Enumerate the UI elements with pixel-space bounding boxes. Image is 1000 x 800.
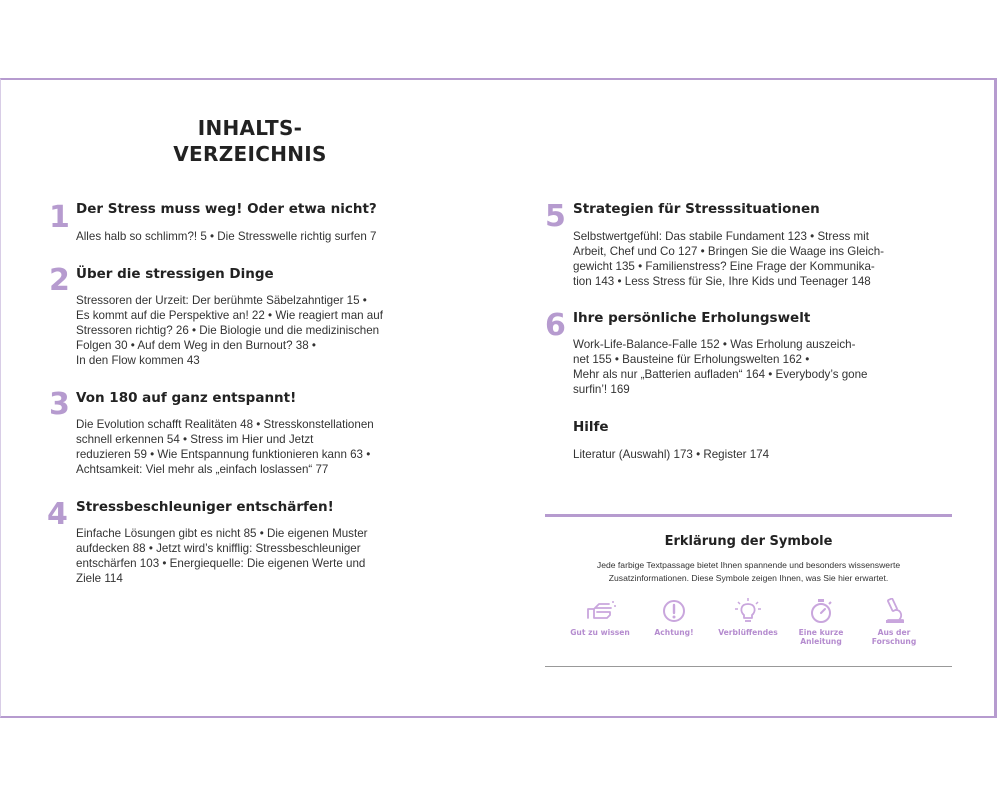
- entry-line[interactable]: entschärfen 103 • Energiequelle: Die eigenen Werte und: [76, 557, 366, 570]
- symbol-label: Gut zu wissen: [570, 628, 630, 637]
- symbol-label: Forschung: [871, 637, 917, 646]
- page-title: [150, 115, 350, 167]
- entry-line[interactable]: Mehr als nur „Batterien aufladen“ 164 • Everybody’s gone: [573, 368, 868, 381]
- entry-line[interactable]: Alles halb so schlimm?! 5 • Die Stresswelle richtig surfen 7: [76, 230, 377, 243]
- section-entries: [76, 293, 383, 368]
- section-entries: [573, 337, 868, 397]
- symbol-label: Aus der: [877, 628, 911, 637]
- section-title[interactable]: Von 180 auf ganz entspannt!: [76, 390, 297, 406]
- symbol-achtung: [634, 598, 714, 637]
- entry-line[interactable]: net 155 • Bausteine für Erholungswelten 162 •: [573, 353, 810, 366]
- section-title[interactable]: Der Stress muss weg! Oder etwa nicht?: [76, 201, 377, 217]
- entry-line[interactable]: Die Evolution schafft Realitäten 48 • Stresskonstellationen: [76, 418, 374, 431]
- symbol-label: Verblüffendes: [718, 628, 778, 637]
- section-title[interactable]: Ihre persönliche Erholungswelt: [573, 310, 811, 326]
- entry-line[interactable]: gewicht 135 • Familienstress? Eine Frage der Kommunika-: [573, 260, 875, 273]
- section-number: 5: [545, 199, 566, 234]
- legend-divider-top: [545, 514, 952, 517]
- entry-line[interactable]: Literatur (Auswahl) 173 • Register 174: [573, 448, 770, 461]
- section-entries: [76, 526, 368, 586]
- entry-line[interactable]: Selbstwertgefühl: Das stabile Fundament 123 • Stress mit: [573, 230, 869, 243]
- legend-title: Erklärung der Symbole: [664, 534, 833, 549]
- section-number: 3: [49, 387, 70, 422]
- section-title[interactable]: Hilfe: [573, 419, 609, 435]
- symbol-label: Eine kurze: [798, 628, 844, 637]
- section-entries: [573, 447, 769, 462]
- entry-line[interactable]: surfin’! 169: [573, 383, 630, 396]
- legend-divider-bottom: [545, 666, 952, 667]
- section-number: 6: [545, 308, 566, 343]
- symbol-eine-kurze-anleitung: [781, 598, 861, 646]
- entry-line[interactable]: Ziele 114: [76, 572, 123, 585]
- hand-pointing-icon: [583, 598, 617, 624]
- entry-line[interactable]: tion 143 • Less Stress für Sie, Ihre Kids und Teenager 148: [573, 275, 871, 288]
- page-title-line2: VERZEICHNIS: [173, 142, 327, 166]
- section-number: 1: [49, 200, 70, 235]
- section-title[interactable]: Stressbeschleuniger entschärfen!: [76, 499, 334, 515]
- entry-line[interactable]: Einfache Lösungen gibt es nicht 85 • Die eigenen Muster: [76, 527, 368, 540]
- symbol-gut-zu-wissen: [560, 598, 640, 637]
- section-entries: [76, 229, 376, 244]
- entry-line[interactable]: Folgen 30 • Auf dem Weg in den Burnout? 38 •: [76, 339, 316, 352]
- legend-description-line: Jede farbige Textpassage bietet Ihnen spannende und besonders wissenswerte: [596, 560, 901, 570]
- section-title[interactable]: Über die stressigen Dinge: [76, 266, 274, 282]
- section-entries: [573, 229, 884, 289]
- symbol-verblueffendes: [708, 598, 788, 637]
- entry-line[interactable]: Work-Life-Balance-Falle 152 • Was Erholung auszeich-: [573, 338, 856, 351]
- exclamation-circle-icon: [661, 598, 687, 624]
- entry-line[interactable]: reduzieren 59 • Wie Entspannung funktionieren kann 63 •: [76, 448, 371, 461]
- page-title-line1: INHALTS-: [197, 116, 303, 140]
- section-title[interactable]: Strategien für Stresssituationen: [573, 201, 820, 217]
- entry-line[interactable]: aufdecken 88 • Jetzt wird’s knifflig: Stressbeschleuniger: [76, 542, 361, 555]
- entry-line[interactable]: schnell erkennen 54 • Stress im Hier und Jetzt: [76, 433, 314, 446]
- legend-description-line: Zusatzinformationen. Diese Symbole zeigen Ihnen, was Sie hier erwartet.: [608, 573, 889, 583]
- entry-line[interactable]: Arbeit, Chef und Co 127 • Bringen Sie die Waage ins Gleich-: [573, 245, 885, 258]
- section-number: 4: [47, 497, 68, 532]
- entry-line[interactable]: Stressoren richtig? 26 • Die Biologie und die medizinischen: [76, 324, 380, 337]
- section-entries: [76, 417, 374, 477]
- entry-line[interactable]: Es kommt auf die Perspektive an! 22 • Wie reagiert man auf: [76, 309, 383, 322]
- legend-description: [560, 559, 937, 585]
- symbol-aus-der-forschung: [854, 598, 934, 646]
- entry-line[interactable]: Stressoren der Urzeit: Der berühmte Säbelzahntiger 15 •: [76, 294, 367, 307]
- section-number: 2: [49, 263, 70, 298]
- microscope-icon: [881, 598, 907, 624]
- stopwatch-icon: [808, 598, 834, 624]
- entry-line[interactable]: In den Flow kommen 43: [76, 354, 200, 367]
- entry-line[interactable]: Achtsamkeit: Viel mehr als „einfach loslassen“ 77: [76, 463, 329, 476]
- lightbulb-icon: [733, 598, 763, 624]
- symbol-label: Achtung!: [654, 628, 694, 637]
- symbol-label: Anleitung: [800, 637, 842, 646]
